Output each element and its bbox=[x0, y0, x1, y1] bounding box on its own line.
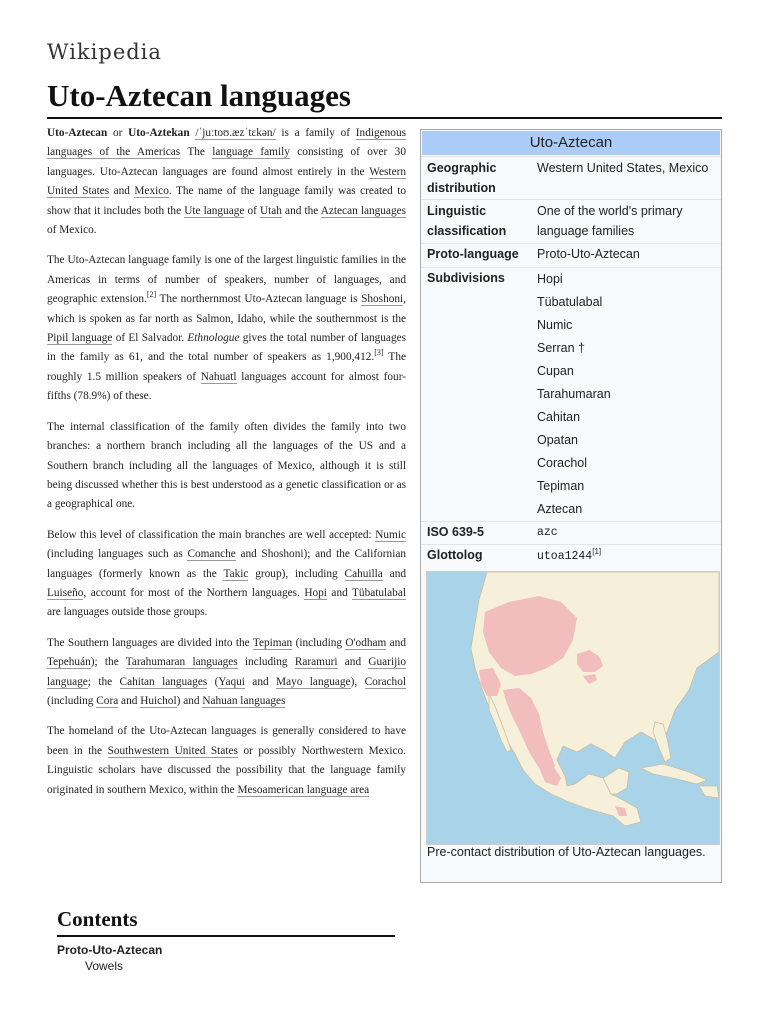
article-link[interactable]: Huichol bbox=[140, 694, 177, 707]
text-run: or possibly Northwestern Mexico. Linguistic scholars have discussed the possibility that the language family originated in southern Mexico, within the bbox=[47, 744, 406, 796]
text-run: ; the bbox=[87, 675, 120, 688]
article-paragraph bbox=[47, 634, 406, 712]
text-run: The Southern languages are divided into the bbox=[47, 636, 253, 649]
text-run: is a family of bbox=[275, 127, 356, 139]
text-run: ); the bbox=[90, 656, 126, 669]
text-run: including bbox=[237, 656, 295, 669]
article-link[interactable]: Numic bbox=[375, 528, 406, 541]
article-link[interactable]: Nahuatl bbox=[200, 370, 237, 383]
text-run: and bbox=[244, 675, 277, 688]
reference-marker[interactable]: [3] bbox=[374, 348, 384, 358]
infobox-row-proto-language bbox=[421, 243, 721, 268]
article-link[interactable]: Western United States bbox=[47, 165, 406, 198]
infobox-row-subdivisions bbox=[421, 267, 721, 522]
contents-heading: Contents bbox=[57, 907, 138, 931]
infobox-title: Uto-Aztecan bbox=[422, 131, 720, 155]
article-paragraph bbox=[47, 722, 406, 800]
infobox-label: Proto-language bbox=[427, 247, 519, 261]
article-paragraph bbox=[47, 418, 406, 515]
article-link[interactable]: Raramuri bbox=[294, 656, 338, 669]
reference-marker[interactable]: [2] bbox=[146, 290, 157, 300]
text-run: and bbox=[337, 656, 369, 669]
text-run: (including bbox=[292, 636, 346, 649]
text-run: and the bbox=[281, 204, 321, 217]
subdivision-item[interactable]: Tepiman bbox=[537, 479, 585, 493]
article-link[interactable]: Corachol bbox=[364, 675, 406, 688]
text-run: . The name of the language family was created to show that it includes both the bbox=[47, 185, 406, 217]
article-paragraph bbox=[47, 124, 406, 240]
infobox-row-iso-639-5 bbox=[421, 521, 721, 545]
text-run: languages account for almost four-fifths (78.9%) of these. bbox=[47, 370, 407, 403]
subdivision-item[interactable]: Cahitan bbox=[537, 410, 581, 424]
italic-title: Ethnologue bbox=[187, 332, 240, 345]
contents-divider bbox=[57, 935, 395, 937]
map-graphic bbox=[427, 572, 719, 844]
text-run: and bbox=[326, 586, 353, 599]
article-link[interactable]: Southwestern United States bbox=[107, 744, 238, 757]
text-run: of Mexico. bbox=[47, 224, 97, 237]
article-link[interactable]: Yaqui bbox=[218, 675, 245, 688]
text-run: Below this level of classification the main branches are well accepted: bbox=[47, 528, 376, 541]
infobox-row-geographic-distribution bbox=[421, 156, 721, 200]
text-run: The Uto-Aztecan language family is one of the largest linguistic families in the Americas in terms of number of speakers, number of languages, and geographic extension. bbox=[47, 254, 406, 306]
article-link[interactable]: Hopi bbox=[304, 586, 327, 599]
text-run: The roughly 1.5 million speakers of bbox=[47, 351, 406, 383]
bold-term: Uto-Aztecan bbox=[47, 127, 108, 139]
infobox-label: Subdivisions bbox=[427, 271, 505, 285]
glottolog-code[interactable]: utoa1244 bbox=[537, 550, 593, 563]
article-link[interactable]: O'odham bbox=[345, 636, 387, 649]
subdivision-item[interactable]: Tübatulabal bbox=[537, 295, 603, 309]
toc-item-proto-uto-aztecan[interactable]: Proto-Uto-Aztecan bbox=[57, 943, 163, 957]
infobox-value bbox=[537, 268, 717, 521]
infobox-row-glottolog bbox=[421, 544, 721, 569]
text-run: (including languages such as bbox=[47, 548, 188, 561]
text-run: group), including bbox=[248, 567, 345, 580]
infobox-value bbox=[537, 546, 717, 567]
infobox-value: Western United States, Mexico bbox=[537, 161, 709, 175]
text-run: and bbox=[109, 185, 135, 198]
article-link[interactable]: Cora bbox=[96, 694, 119, 707]
infobox-label: Geographic distribution bbox=[427, 161, 497, 195]
subdivision-item[interactable]: Numic bbox=[537, 318, 573, 332]
text-run: gives the total number of languages in the family as 61, and the total number of speakers as 1,900,412. bbox=[47, 332, 406, 364]
article-link[interactable]: /ˈjuːtoʊ.æzˈtɛkən/ bbox=[195, 127, 276, 139]
infobox-label: Glottolog bbox=[427, 548, 483, 562]
article-paragraph bbox=[47, 526, 406, 623]
text-run: of El Salvador. bbox=[112, 332, 188, 345]
text-run: are languages outside those groups. bbox=[47, 606, 208, 619]
text-run: ), bbox=[350, 675, 365, 688]
infobox-label: Linguistic classification bbox=[427, 204, 507, 238]
text-run: and bbox=[386, 636, 406, 649]
subdivision-item[interactable]: Corachol bbox=[537, 456, 588, 470]
page-title: Uto-Aztecan languages bbox=[47, 78, 351, 113]
text-run: The internal classification of the family often divides the family into two branches: a northern branch including all the languages of the US and a Southern branch including all the languages of Mexico, although it is still being discussed whether this is best understood as a genetic classification or as a geographical one. bbox=[47, 420, 406, 511]
text-run: , account for most of the Northern languages. bbox=[83, 586, 305, 599]
article-link[interactable]: Cahitan languages bbox=[119, 675, 208, 688]
article-link[interactable]: Indigenous languages of the Americas bbox=[47, 127, 406, 159]
article-link[interactable]: Tepehuán bbox=[47, 656, 91, 669]
bold-term: Uto-Aztekan bbox=[128, 127, 190, 139]
text-run: and bbox=[118, 694, 141, 707]
article-link[interactable]: Mesoamerican language area bbox=[237, 783, 370, 796]
article-link[interactable]: Mayo language bbox=[276, 675, 351, 688]
article-link[interactable]: Shoshoni bbox=[361, 293, 404, 306]
toc-item-vowels[interactable]: Vowels bbox=[85, 959, 124, 973]
text-run: The northernmost Uto-Aztecan language is bbox=[156, 293, 362, 306]
infobox-value: Proto-Uto-Aztecan bbox=[537, 247, 640, 261]
article-body bbox=[47, 124, 406, 811]
article-link[interactable]: Luiseño bbox=[47, 586, 84, 599]
article-link[interactable]: Cahuilla bbox=[344, 567, 383, 580]
subdivision-item[interactable]: Tarahumaran bbox=[537, 387, 611, 401]
article-paragraph bbox=[47, 251, 406, 406]
article-link[interactable]: Takic bbox=[223, 567, 249, 580]
distribution-map[interactable] bbox=[426, 571, 720, 845]
subdivision-item[interactable]: Serran † bbox=[537, 341, 585, 355]
article-link[interactable]: Guarijio language bbox=[47, 656, 407, 688]
text-run: and bbox=[382, 567, 406, 580]
article-link[interactable]: Tarahumaran languages bbox=[125, 656, 238, 669]
text-run: consisting of over 30 languages. Uto-Aztecan languages are found almost entirely in the bbox=[47, 146, 406, 178]
text-run: The homeland of the Uto-Aztecan languages is generally considered to have been in the bbox=[47, 725, 406, 757]
subdivision-item[interactable]: Cupan bbox=[537, 364, 574, 378]
article-link[interactable]: Nahuan languages bbox=[202, 694, 286, 707]
map-caption: Pre-contact distribution of Uto-Aztecan languages. bbox=[427, 845, 706, 859]
infobox-row-linguistic-classification bbox=[421, 199, 721, 244]
text-run: (including bbox=[47, 694, 97, 707]
article-link[interactable]: Tübatulabal bbox=[352, 586, 406, 599]
text-run: or bbox=[107, 127, 129, 139]
article-link[interactable]: Pipil language bbox=[47, 332, 113, 345]
article-link[interactable]: language family bbox=[212, 146, 290, 159]
article-link[interactable]: Mexico bbox=[134, 185, 169, 198]
text-run: , which is spoken as far north as Salmon, Idaho, while the southernmost is the bbox=[47, 293, 406, 325]
reference-marker[interactable]: [1] bbox=[592, 546, 602, 556]
article-link[interactable]: Comanche bbox=[187, 548, 236, 561]
infobox-value: One of the world's primary language families bbox=[537, 204, 683, 238]
subdivision-item[interactable]: Opatan bbox=[537, 433, 579, 447]
subdivision-list bbox=[537, 268, 717, 521]
text-run: of bbox=[244, 204, 260, 217]
text-run: The bbox=[180, 146, 213, 159]
text-run: ( bbox=[207, 675, 219, 688]
infobox bbox=[420, 129, 722, 883]
article-link[interactable]: Aztecan languages bbox=[320, 204, 407, 217]
subdivision-item[interactable]: Aztecan bbox=[537, 502, 583, 516]
article-link[interactable]: Tepiman bbox=[252, 636, 293, 649]
subdivision-item[interactable]: Hopi bbox=[537, 272, 563, 286]
text-run: and Shoshoni); and the Californian languages (formerly known as the bbox=[47, 548, 406, 580]
wikipedia-wordmark[interactable]: Wikipedia bbox=[47, 40, 162, 64]
title-divider bbox=[47, 117, 722, 119]
infobox-label: ISO 639-5 bbox=[427, 525, 484, 539]
infobox-value[interactable]: azc bbox=[537, 526, 558, 539]
article-link[interactable]: Ute language bbox=[184, 204, 245, 217]
article-link[interactable]: Utah bbox=[259, 204, 282, 217]
text-run: ) and bbox=[176, 694, 203, 707]
